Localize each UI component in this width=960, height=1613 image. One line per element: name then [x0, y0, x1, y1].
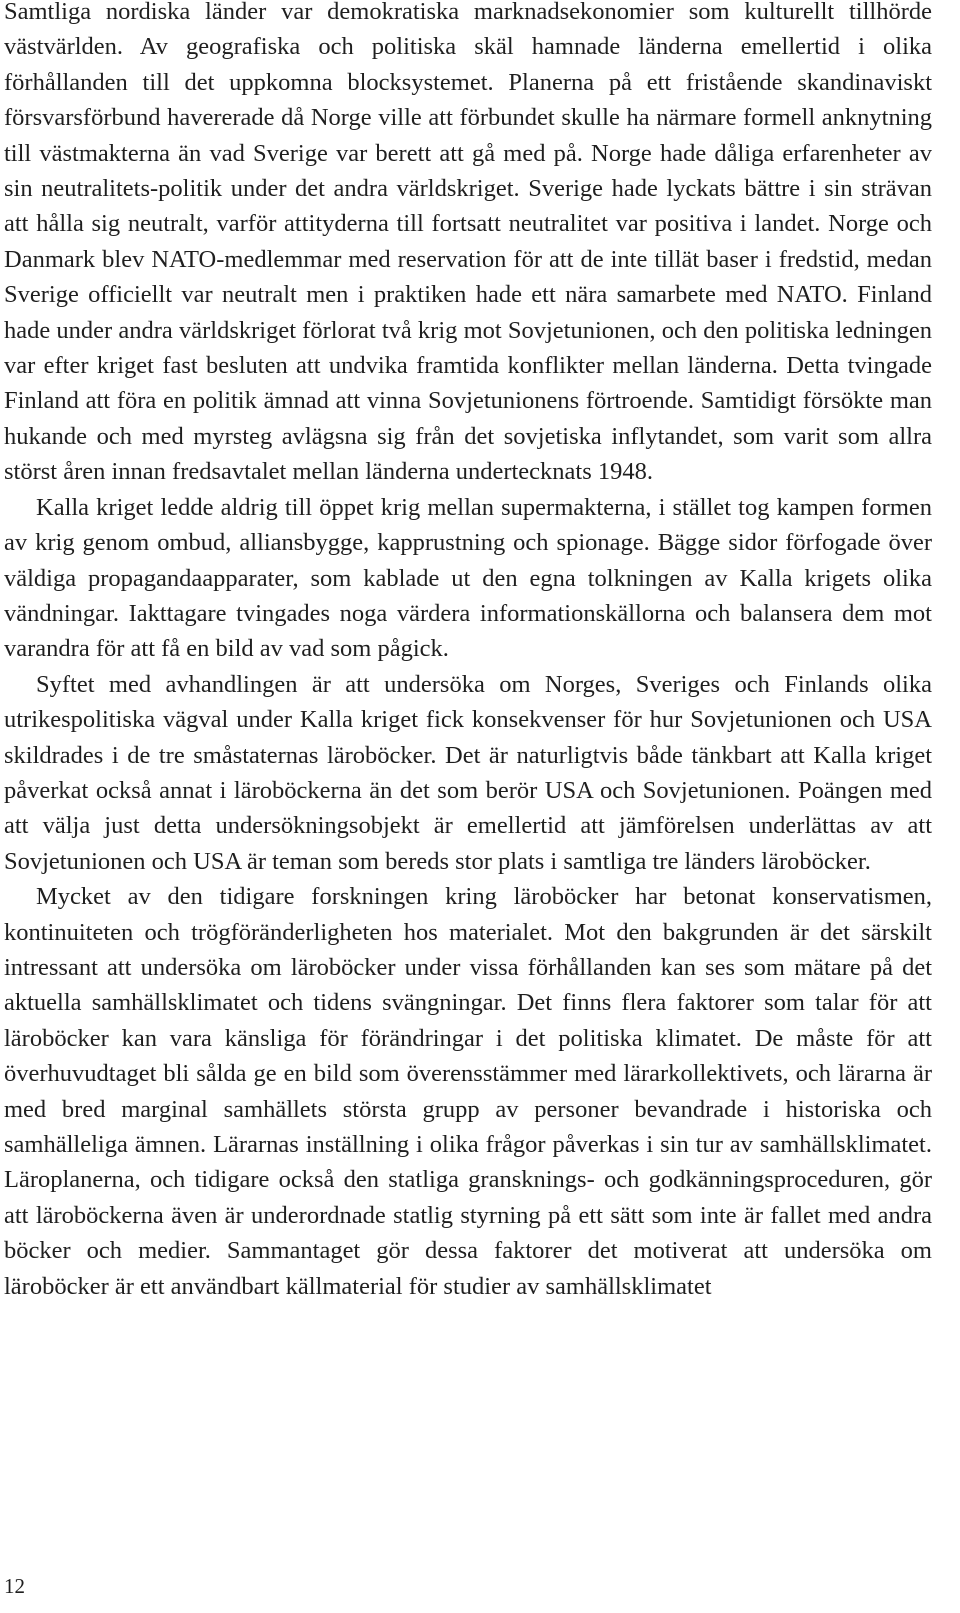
paragraph-4: Mycket av den tidigare forskningen kring läroböcker har betonat konservatismen, kontinuiteten och trögföränderligheten hos materialet. Mot den bakgrunden är det särskilt intressant att undersöka om läroböcker under vissa förhållanden kan ses som mätare på det aktuella samhällsklimatet och tidens svängningar. Det finns flera faktorer som talar för att läroböcker kan vara känsliga för förändringar i det politiska klimatet. De måste för att överhuvudtaget bli sålda ge en bild som överensstämmer med lärarkollektivets, och lärarna är med bred marginal samhällets största grupp av personer bevandrade i historiska och samhälleliga ämnen. Lärarnas inställning i olika frågor påverkas i sin tur av samhällsklimatet. Läroplanerna, och tidigare också den statliga gransknings- och godkänningsproceduren, gör att läroböckerna även är underordnade statlig styrning på ett sätt som inte är fallet med andra böcker och medier. Sammantaget gör dessa faktorer det motiverat att undersöka om läroböcker är ett användbart källmaterial för studier av samhällsklimatet: [4, 883, 932, 1300]
paragraph-2: Kalla kriget ledde aldrig till öppet krig mellan supermakterna, i stället tog kampen formen av krig genom ombud, alliansbygge, kapprustning och spionage. Bägge sidor förfogade över väldiga propagandaapparater, som kablade ut den egna tolkningen av Kalla krigets olika vändningar. Iakttagare tvingades noga värdera informationskällorna och balansera dem mot varandra för att få en bild av vad som pågick.: [4, 493, 932, 663]
paragraph-1: Samtliga nordiska länder var demokratiska marknadsekonomier som kulturellt tillhörde västvärlden. Av geografiska och politiska skäl hamnade länderna emellertid i olika förhållanden till det uppkomna blocksystemet. Planerna på ett fristående skandinaviskt försvarsförbund havererade då Norge ville att förbundet skulle ha närmare formell anknytning till västmakterna än vad Sverige var berett att gå med på. Norge hade dåliga erfarenheter av sin neutralitets-politik under det andra världskriget. Sverige hade lyckats bättre i sin strävan att hålla sig neutralt, varför attityderna till fortsatt neutralitet var positiva i landet. Norge och Danmark blev NATO-medlemmar med reservation för att de inte tillät baser i fredstid, medan Sverige officiellt var neutralt men i praktiken hade ett nära samarbete med NATO. Finland hade under andra världskriget förlorat två krig mot Sovjetunionen, och den politiska ledningen var efter kriget fast besluten att undvika framtida konflikter mellan länderna. Detta tvingade Finland att föra en politik ämnad att vinna Sovjetunionens förtroende. Samtidigt försökte man hukande och med myrsteg avlägsna sig från det sovjetiska inflytandet, som varit som allra störst åren innan fredsavtalet mellan länderna undertecknats 1948.: [4, 0, 932, 486]
body-text: [4, 0, 932, 1304]
page-number: 12: [4, 1574, 25, 1598]
paragraph-3: Syftet med avhandlingen är att undersöka om Norges, Sveriges och Finlands olika utrikespolitiska vägval under Kalla kriget fick konsekvenser för hur Sovjetunionen och USA skildrades i de tre småstaternas läroböcker. Det är naturligtvis både tänkbart att Kalla kriget påverkat också annat i läroböckerna än det som berör USA och Sovjetunionen. Poängen med att välja just detta undersökningsobjekt är emellertid att jämförelsen underlättas av att Sovjetunionen och USA är teman som bereds stor plats i samtliga tre länders läroböcker.: [4, 670, 932, 875]
